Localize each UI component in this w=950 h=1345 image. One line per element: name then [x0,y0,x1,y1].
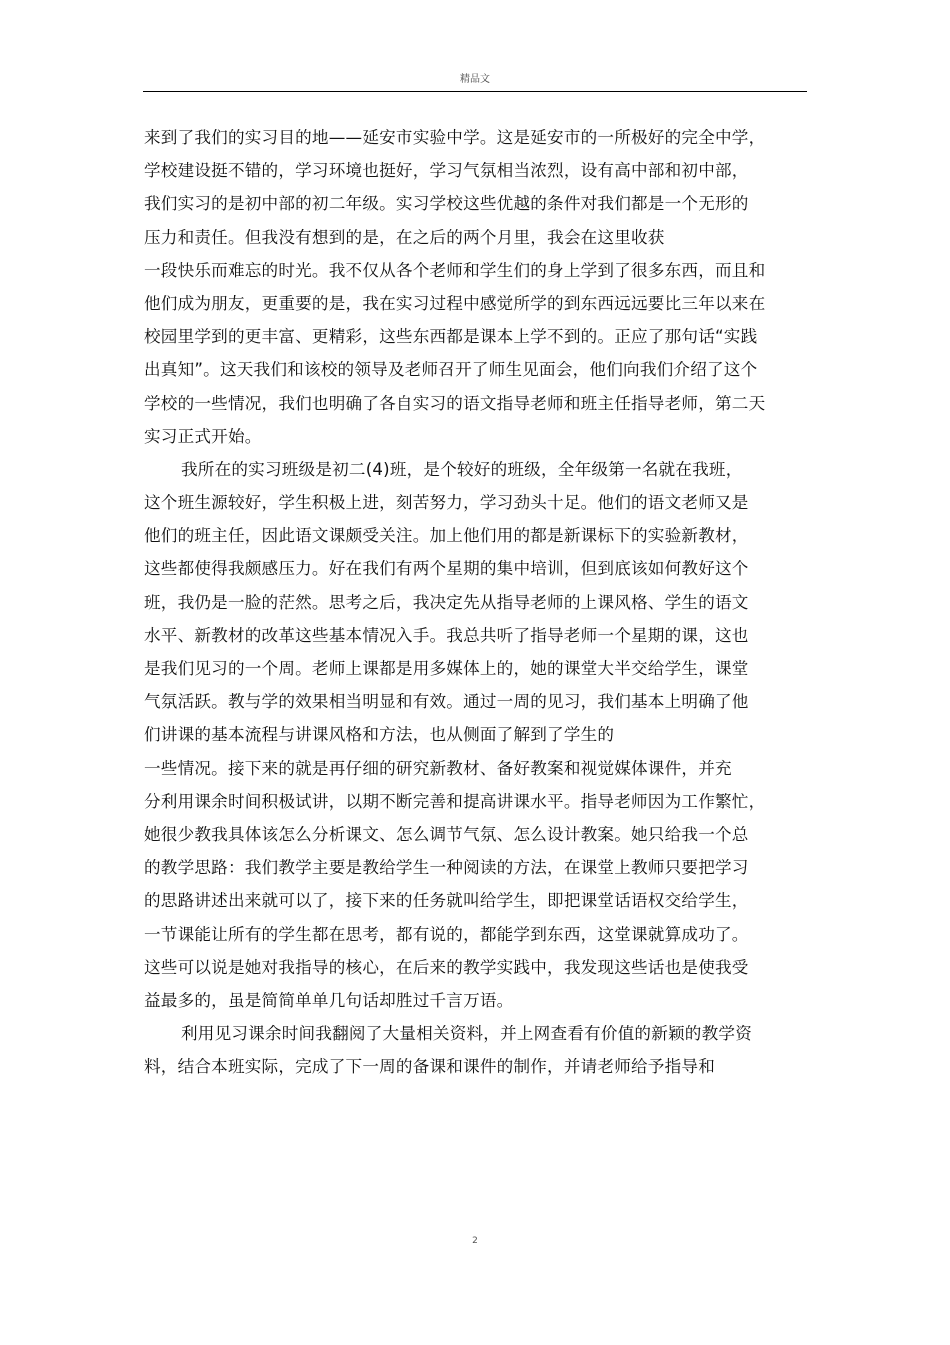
text-line: 我们实习的是初中部的初二年级。实习学校这些优越的条件对我们都是一个无形的 [144,194,749,214]
paragraph-start-line: 利用见习课余时间我翻阅了大量相关资料，并上网查看有价值的新颖的教学资 [181,1024,752,1044]
text-line: 班，我仍是一脸的茫然。思考之后，我决定先从指导老师的上课风格、学生的语文 [144,592,749,612]
text-line: 的思路讲述出来就可以了，接下来的任务就叫给学生，即把课堂话语权交给学生， [144,891,749,911]
text-line: 他们成为朋友，更重要的是，我在实习过程中感觉所学的到东西远远要比三年以来在 [144,293,766,313]
text-line: 来到了我们的实习目的地——延安市实验中学。这是延安市的一所极好的完全中学， [144,128,766,147]
text-line: 他们的班主任，因此语文课颇受关注。加上他们用的都是新课标下的实验新教材， [144,526,749,546]
text-line: 一些情况。接下来的就是再仔细的研究新教材、备好教案和视觉媒体课件，并充 [144,758,732,778]
text-line: 水平、新教材的改革这些基本情况入手。我总共听了指导老师一个星期的课，这也 [144,625,749,645]
document-body [144,121,824,1083]
text-line: 学校的一些情况，我们也明确了各自实习的语文指导老师和班主任指导老师，第二天 [144,393,766,413]
text-line: 学校建设挺不错的，学习环境也挺好，学习气氛相当浓烈，设有高中部和初中部， [144,161,749,181]
text-line: 压力和责任。但我没有想到的是，在之后的两个月里，我会在这里收获 [144,227,665,247]
text-line: 料，结合本班实际，完成了下一周的备课和课件的制作，并请老师给予指导和 [144,1057,715,1077]
text-line: 们讲课的基本流程与讲课风格和方法，也从侧面了解到了学生的 [144,725,615,745]
text-line: 实习正式开始。 [144,426,262,446]
text-line: 出真知”。这天我们和该校的领导及老师召开了师生见面会，他们向我们介绍了这个 [144,360,758,380]
text-line: 这些可以说是她对我指导的核心，在后来的教学实践中，我发现这些话也是使我受 [144,957,749,977]
text-line: 益最多的，虽是简简单单几句话却胜过千言万语。 [144,990,514,1010]
text-line: 是我们见习的一个周。老师上课都是用多媒体上的，她的课堂大半交给学生，课堂 [144,659,749,678]
text-line: 气氛活跃。教与学的效果相当明显和有效。通过一周的见习，我们基本上明确了他 [144,692,749,712]
text-line: 一节课能让所有的学生都在思考，都有说的，都能学到东西，这堂课就算成功了。 [144,924,749,944]
page-number: 2 [472,1236,478,1246]
text-line: 校园里学到的更丰富、更精彩，这些东西都是课本上学不到的。正应了那句话“实践 [144,327,758,347]
text-line: 的教学思路：我们教学主要是教给学生一种阅读的方法，在课堂上教师只要把学习 [144,858,749,878]
paragraph-start-line: 我所在的实习班级是初二(4)班，是个较好的班级，全年级第一名就在我班， [181,459,743,479]
text-line: 这个班生源较好，学生积极上进，刻苦努力，学习劲头十足。他们的语文老师又是 [144,493,749,513]
text-line: 这些都使得我颇感压力。好在我们有两个星期的集中培训，但到底该如何教好这个 [144,559,749,579]
text-line: 一段快乐而难忘的时光。我不仅从各个老师和学生们的身上学到了很多东西，而且和 [144,260,766,280]
text-line: 她很少教我具体该怎么分析课文、怎么调节气氛、怎么设计教案。她只给我一个总 [144,824,749,844]
page-header: 精品文 [460,74,490,85]
header-divider [143,91,807,92]
text-line: 分利用课余时间积极试讲，以期不断完善和提高讲课水平。指导老师因为工作繁忙， [144,791,766,811]
